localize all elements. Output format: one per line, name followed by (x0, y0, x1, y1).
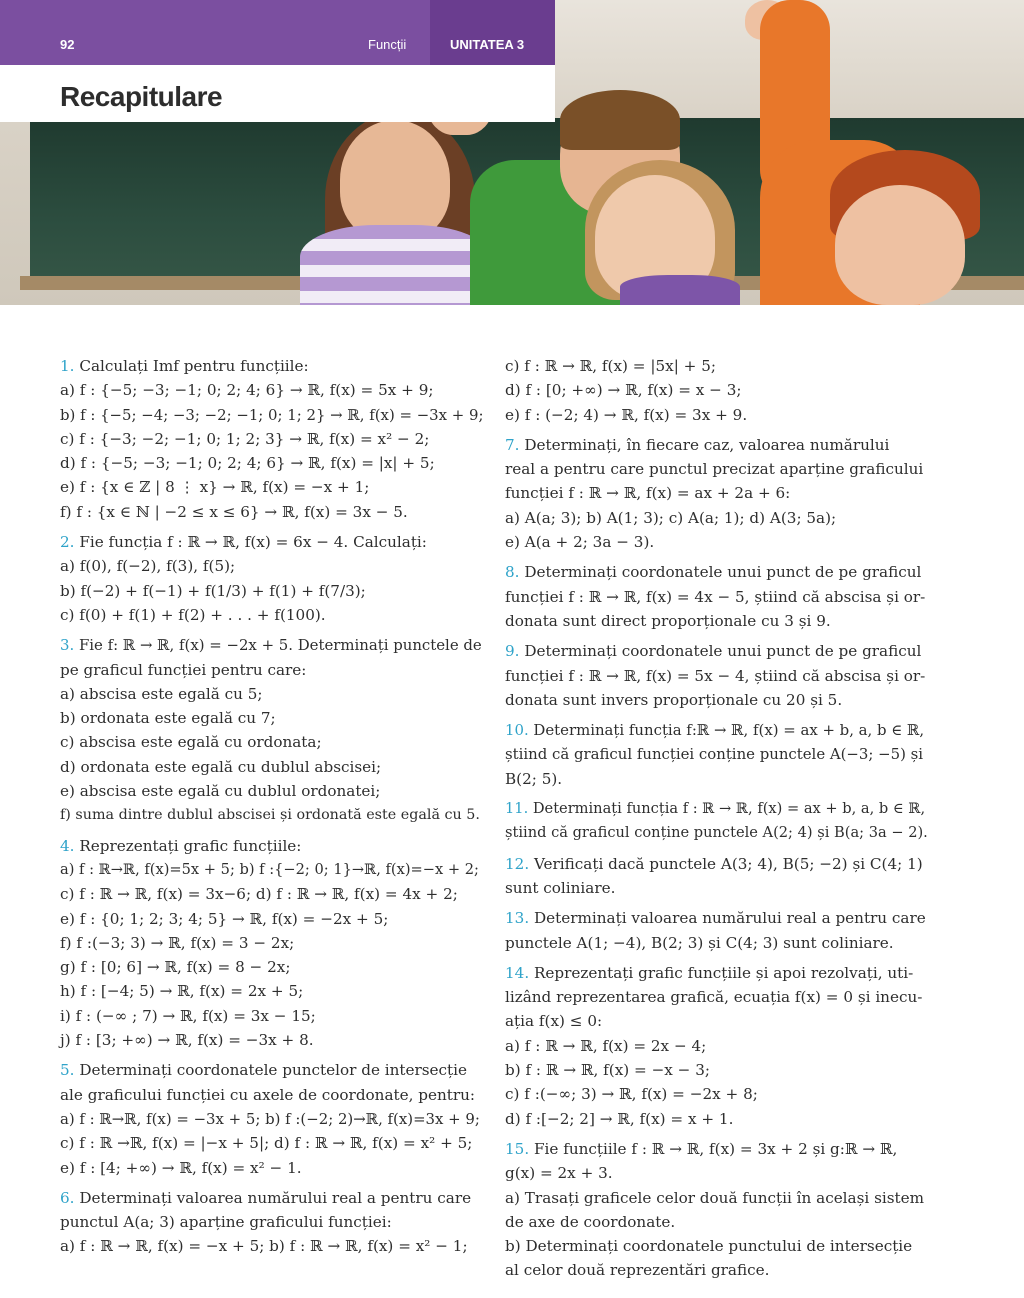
exercise-line (60, 378, 485, 402)
exercise-text: c) f : ℝ → ℝ, f(x) = |5x| + 5; (505, 357, 716, 375)
exercise-line (60, 1083, 485, 1107)
exercise-line (60, 579, 485, 603)
exercise (505, 433, 930, 554)
purple-shirt (620, 275, 740, 305)
exercise (60, 1058, 485, 1179)
exercise-line (505, 797, 930, 821)
unit-tab (430, 0, 555, 65)
exercise-text: al celor două reprezentări grafice. (505, 1261, 770, 1280)
exercise-line (60, 730, 485, 754)
exercise-line (60, 403, 485, 427)
exercise-text: a) f : ℝ → ℝ, f(x) = 2x − 4; (505, 1036, 707, 1055)
exercise-text: Determinați funcția f : ℝ → ℝ, f(x) = ax + b, a, b ∈ ℝ, (532, 800, 926, 818)
exercise-line (60, 475, 485, 499)
exercise-text: i) f : (−∞ ; 7) → ℝ, f(x) = 3x − 15; (60, 1006, 316, 1025)
exercise-line (505, 560, 930, 584)
exercise-line (60, 779, 485, 803)
exercise-line (60, 979, 485, 1003)
exercise-text: donata sunt direct proporționale cu 3 și 9. (505, 611, 831, 630)
exercise-line (505, 931, 930, 955)
exercise-line (505, 876, 930, 900)
exercise-text: a) f : {−5; −3; −1; 0; 2; 4; 6} → ℝ, f(x) = 5x + 9; (60, 381, 434, 400)
exercise (505, 906, 930, 955)
exercise-text: știind că graficul conține punctele A(2; 4) și B(a; 3a − 2). (505, 824, 928, 842)
exercise-text: e) f : (−2; 4) → ℝ, f(x) = 3x + 9. (505, 405, 748, 424)
exercise (60, 834, 485, 1053)
striped-shirt (300, 225, 490, 305)
exercise-line (60, 554, 485, 578)
exercise-text: d) f :[−2; 2] → ℝ, f(x) = x + 1. (505, 1109, 734, 1128)
exercise-text: ația f(x) ≤ 0: (505, 1012, 603, 1031)
exercise-text: b) f : ℝ → ℝ, f(x) = −x − 3; (505, 1061, 711, 1080)
exercise-text: lizând reprezentarea grafică, ecuația f(x) = 0 și inecu- (505, 988, 923, 1007)
exercise-line (505, 1161, 930, 1185)
exercise-line (60, 1107, 485, 1131)
exercise-line (60, 858, 485, 882)
chapter-label: Funcții (368, 37, 407, 52)
exercise (505, 961, 930, 1131)
exercise-line (505, 506, 930, 530)
exercise-line (505, 688, 930, 712)
exercise-line (60, 803, 485, 827)
exercise-text: e) f : {x ∈ ℤ | 8 ⋮ x} → ℝ, f(x) = −x + 1; (60, 478, 370, 497)
exercise-text: funcției f : ℝ → ℝ, f(x) = 4x − 5, știind că abscisa și or- (505, 587, 926, 606)
exercise-text: Determinați coordonatele unui punct de pe graficul (524, 563, 922, 582)
exercise (505, 354, 930, 427)
exercise-line (60, 1028, 485, 1052)
left-column (60, 354, 485, 1265)
exercise (505, 560, 930, 633)
exercise-line (60, 1156, 485, 1180)
exercise (60, 530, 485, 627)
exercise-line (505, 354, 930, 378)
exercise-text: pe graficul funcției pentru care: (60, 660, 307, 679)
exercise-text: punctul A(a; 3) aparține graficului funcției: (60, 1213, 392, 1232)
exercise-line (505, 530, 930, 554)
exercise-text: Reprezentați grafic funcțiile și apoi rezolvați, uti- (533, 963, 914, 982)
exercise-line (505, 1258, 930, 1282)
boy-hair (560, 90, 680, 150)
exercise-text: a) f : ℝ→ℝ, f(x) = −3x + 5; b) f :(−2; 2)→ℝ, f(x)=3x + 9; (60, 1109, 480, 1128)
exercise-text: Determinați coordonatele unui punct de pe graficul (524, 642, 922, 661)
exercise-number: 2. (60, 533, 75, 552)
exercise-line (505, 433, 930, 457)
exercise-number: 14. (505, 963, 530, 982)
exercise-text: c) f : ℝ → ℝ, f(x) = 3x−6; d) f : ℝ → ℝ, f(x) = 4x + 2; (60, 885, 458, 904)
exercise-line (505, 1058, 930, 1082)
exercise-line (505, 481, 930, 505)
exercise-line (60, 834, 485, 858)
exercise-text: g) f : [0; 6] → ℝ, f(x) = 8 − 2x; (60, 958, 291, 977)
exercise-text: Fie funcțiile f : ℝ → ℝ, f(x) = 3x + 2 și g:ℝ → ℝ, (533, 1139, 898, 1158)
exercise-line (505, 1034, 930, 1058)
exercise-number: 1. (60, 357, 75, 375)
exercise-line (505, 852, 930, 876)
exercise-line (60, 658, 485, 682)
exercise-text: c) f : {−3; −2; −1; 0; 1; 2; 3} → ℝ, f(x) = x² − 2; (60, 429, 430, 448)
exercise-line (505, 378, 930, 402)
exercise-line (60, 907, 485, 931)
exercise-line (60, 682, 485, 706)
exercise-text: f) suma dintre dublul abscisei și ordonată este egală cu 5. (60, 807, 480, 824)
exercise-text: g(x) = 2x + 3. (505, 1164, 613, 1183)
exercise-line (505, 1137, 930, 1161)
exercise-line (505, 767, 930, 791)
exercise-text: d) ordonata este egală cu dublul abscisei; (60, 757, 382, 776)
exercise-line (505, 985, 930, 1009)
exercise-text: Determinați funcția f:ℝ → ℝ, f(x) = ax + b, a, b ∈ ℝ, (533, 721, 925, 740)
exercise-line (505, 457, 930, 481)
exercise-text: B(2; 5). (505, 769, 563, 788)
page-title: Recapitulare (60, 81, 223, 112)
exercise-text: Determinați coordonatele punctelor de intersecție (79, 1061, 467, 1080)
exercise-text: funcției f : ℝ → ℝ, f(x) = ax + 2a + 6: (505, 484, 791, 503)
exercise-line (505, 718, 930, 742)
exercise-line (60, 1131, 485, 1155)
exercise (505, 639, 930, 712)
exercise-line (60, 1058, 485, 1082)
exercise-line (60, 755, 485, 779)
exercise-text: Fie f: ℝ → ℝ, f(x) = −2x + 5. Determinați punctele de (78, 636, 482, 655)
exercise-number: 6. (60, 1188, 75, 1207)
unit-label: UNITATEA 3 (450, 37, 525, 52)
exercise-text: real a pentru care punctul precizat aparține graficului (505, 460, 924, 479)
exercise-line (505, 664, 930, 688)
exercise-text: punctele A(1; −4), B(2; 3) și C(4; 3) sunt coliniare. (505, 933, 894, 952)
exercise-text: a) f : ℝ → ℝ, f(x) = −x + 5; b) f : ℝ → ℝ, f(x) = x² − 1; (60, 1237, 468, 1256)
title-box (0, 65, 555, 122)
exercise-number: 15. (505, 1139, 530, 1158)
exercise-line (505, 742, 930, 766)
exercise-text: b) ordonata este egală cu 7; (60, 709, 276, 728)
right-column (505, 354, 930, 1289)
girl-face (340, 120, 450, 240)
exercise-line (60, 427, 485, 451)
exercise-number: 4. (60, 836, 75, 855)
exercise-line (505, 961, 930, 985)
exercise-line (505, 403, 930, 427)
exercise-number: 10. (505, 721, 529, 740)
exercise-text: a) f(0), f(−2), f(3), f(5); (60, 557, 236, 576)
exercise-line (60, 882, 485, 906)
exercise-line (60, 451, 485, 475)
exercise-line (60, 500, 485, 524)
exercise-text: donata sunt invers proporționale cu 20 și 5. (505, 690, 843, 709)
exercise-text: e) abscisa este egală cu dublul ordonatei; (60, 782, 381, 801)
exercise-line (505, 1107, 930, 1131)
exercise-text: b) f : {−5; −4; −3; −2; −1; 0; 1; 2} → ℝ, f(x) = −3x + 9; (60, 405, 484, 424)
exercise-text: a) abscisa este egală cu 5; (60, 684, 263, 703)
exercise-text: f) f : {x ∈ ℕ | −2 ≤ x ≤ 6} → ℝ, f(x) = 3x − 5. (60, 502, 408, 521)
exercise-number: 5. (60, 1061, 75, 1080)
exercise (60, 354, 485, 524)
exercise-line (505, 1009, 930, 1033)
exercise (505, 852, 930, 901)
exercise-text: Verificați dacă punctele A(3; 4), B(5; −2) și C(4; 1) (533, 854, 923, 873)
exercise-text: c) f :(−∞; 3) → ℝ, f(x) = −2x + 8; (505, 1085, 758, 1104)
exercise-text: b) Determinați coordonatele punctului de intersecție (505, 1237, 913, 1256)
exercise-line (60, 1186, 485, 1210)
exercise-line (60, 530, 485, 554)
exercise-line (60, 603, 485, 627)
exercise-text: Determinați valoarea numărului real a pentru care (533, 909, 926, 928)
exercise-text: Determinați valoarea numărului real a pentru care (79, 1188, 472, 1207)
exercise-text: e) f : {0; 1; 2; 3; 4; 5} → ℝ, f(x) = −2x + 5; (60, 909, 389, 928)
exercise (60, 1186, 485, 1259)
exercise (505, 797, 930, 846)
exercise-text: d) f : {−5; −3; −1; 0; 2; 4; 6} → ℝ, f(x) = |x| + 5; (60, 454, 435, 473)
exercise-text: b) f(−2) + f(−1) + f(1/3) + f(1) + f(7/3); (60, 581, 366, 600)
exercise-number: 8. (505, 563, 520, 582)
exercise-number: 9. (505, 642, 520, 661)
exercise-line (60, 931, 485, 955)
exercise-text: ale graficului funcției cu axele de coordonate, pentru: (60, 1085, 476, 1104)
exercise-number: 13. (505, 909, 530, 928)
exercise-text: j) f : [3; +∞) → ℝ, f(x) = −3x + 8. (60, 1031, 314, 1050)
exercise-line (505, 639, 930, 663)
exercise-line (505, 1234, 930, 1258)
exercise-line (60, 354, 485, 378)
exercise-text: h) f : [−4; 5) → ℝ, f(x) = 2x + 5; (60, 982, 304, 1001)
exercise-line (505, 1186, 930, 1210)
exercise (505, 718, 930, 791)
exercise-text: a) f : ℝ→ℝ, f(x)=5x + 5; b) f :{−2; 0; 1}→ℝ, f(x)=−x + 2; (60, 860, 479, 878)
exercise-line (505, 609, 930, 633)
exercise-line (60, 1210, 485, 1234)
exercise-text: știind că graficul funcției conține punctele A(−3; −5) și (505, 745, 924, 764)
exercise-line (505, 585, 930, 609)
exercise-text: Determinați, în fiecare caz, valoarea numărului (524, 435, 890, 454)
exercise-text: c) f : ℝ →ℝ, f(x) = |−x + 5|; d) f : ℝ → ℝ, f(x) = x² + 5; (60, 1134, 473, 1153)
exercise-line (505, 906, 930, 930)
page-number: 92 (60, 37, 75, 52)
exercise-line (505, 1082, 930, 1106)
exercise-text: funcției f : ℝ → ℝ, f(x) = 5x − 4, știind că abscisa și or- (505, 666, 926, 685)
exercise-text: Calculați Imf pentru funcțiile: (79, 357, 309, 375)
exercise-text: f) f :(−3; 3) → ℝ, f(x) = 3 − 2x; (60, 933, 295, 952)
exercise-line (60, 1234, 485, 1258)
exercise-text: de axe de coordonate. (505, 1212, 676, 1231)
exercise-line (60, 706, 485, 730)
exercise-line (505, 821, 930, 845)
redhead-boy-face (835, 185, 965, 305)
exercise-text: d) f : [0; +∞) → ℝ, f(x) = x − 3; (505, 381, 742, 400)
exercise-text: c) f(0) + f(1) + f(2) + . . . + f(100). (60, 605, 326, 624)
exercise-line (505, 1210, 930, 1234)
exercise-number: 7. (505, 435, 520, 454)
exercise-text: sunt coliniare. (505, 878, 616, 897)
exercise-text: c) abscisa este egală cu ordonata; (60, 733, 322, 752)
exercise-line (60, 633, 485, 657)
exercise-text: e) A(a + 2; 3a − 3). (505, 533, 655, 552)
exercise-line (60, 955, 485, 979)
top-bar (0, 0, 555, 65)
exercise-text: a) Trasați graficele celor două funcții în același sistem (505, 1188, 925, 1207)
exercise (505, 1137, 930, 1283)
exercise-line (60, 1004, 485, 1028)
exercise (60, 633, 485, 827)
exercise-number: 3. (60, 636, 75, 655)
exercise-text: Fie funcția f : ℝ → ℝ, f(x) = 6x − 4. Calculați: (79, 533, 427, 552)
exercise-text: a) A(a; 3); b) A(1; 3); c) A(a; 1); d) A(3; 5a); (505, 508, 837, 527)
exercise-number: 11. (505, 800, 529, 818)
exercise-text: e) f : [4; +∞) → ℝ, f(x) = x² − 1. (60, 1158, 302, 1177)
exercise-text: Reprezentați grafic funcțiile: (79, 836, 302, 855)
exercise-number: 12. (505, 854, 530, 873)
